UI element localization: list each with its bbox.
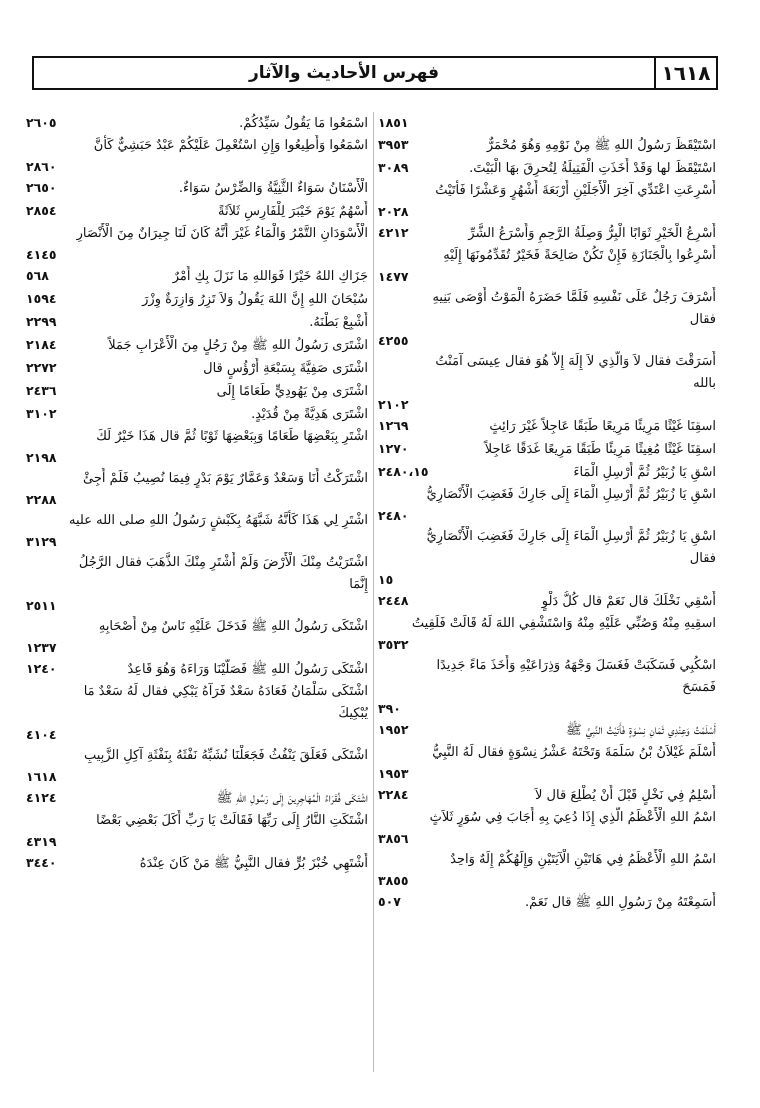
entry-reference-number: ٣٥٣٢	[378, 637, 409, 652]
right-column	[378, 112, 716, 1087]
entry-text: اشْتَرِ لِي هَذَا كَأَنَّهُ شَبَّهَهُ بِكَبْشٍ رَسُولُ اللهِ صلى الله عليه	[69, 513, 368, 528]
index-entry	[378, 613, 716, 655]
entry-text: أَسْرِعُ الْخَيْرِ ثَوَابًا الْبِرُّ وَصِلَةُ الرَّحِمِ وَأَسْرَعُ الشَّرِّ	[468, 226, 716, 241]
index-entry	[26, 852, 368, 875]
index-entry	[378, 245, 716, 287]
entry-reference-number: ٢٦٥٠	[26, 180, 57, 195]
index-entry	[26, 334, 368, 357]
entry-reference-number: ٣٤٤٠	[26, 855, 57, 870]
entry-text: اسْمَعُوا مَا يَقُولُ سَيِّدُكُمْ.	[239, 116, 368, 131]
entry-reference-number: ٣٨٥٦	[378, 831, 409, 846]
entry-reference-number: ٢١٩٨	[26, 450, 57, 465]
entry-text: اشْتَرَى هَدِيَّةً مِنْ قُدَيْدٍ.	[251, 407, 368, 422]
index-entry	[378, 180, 716, 222]
entry-reference-number: ٤٢٥٥	[378, 333, 409, 348]
entry-text: أَسْهُمٌ يَوْمَ خَيْبَرَ لِلْفَارِسِ ثَلاَثَةً	[217, 204, 368, 219]
entry-reference-number: ١٢٦٩	[378, 418, 409, 433]
index-entry	[378, 742, 716, 784]
index-entry	[378, 461, 716, 484]
index-entry	[26, 468, 368, 510]
index-entry	[378, 526, 716, 590]
entry-reference-number: ١٨٥١	[378, 115, 409, 130]
entry-reference-number: ١٤٧٧	[378, 269, 409, 284]
entry-reference-number: ٢٤٣٦	[26, 383, 57, 398]
entry-reference-number: ٤٣١٩	[26, 834, 57, 849]
index-entry	[26, 403, 368, 426]
entry-reference-number: ٥٦٨	[26, 268, 49, 283]
entry-reference-number: ٤٢١٢	[378, 225, 409, 240]
entry-text: اسْكُبِي فَسَكَبَتْ فَغَسَلَ وَجْهَهُ وَذِرَاعَيْهِ وَأَخَذَ مَاءً جَدِيدًا	[436, 658, 716, 673]
entry-reference-number: ٢٥١١	[26, 598, 57, 613]
entry-text: اشْتَرِ بِبَعْضِهَا طَعَامًا وَبِبَعْضِهَا ثَوْبًا ثُمَّ قال هَذَا خَيْرٌ لَكَ	[96, 429, 368, 444]
index-entry	[26, 658, 368, 681]
index-entry	[26, 745, 368, 787]
index-entry	[378, 784, 716, 807]
entry-reference-number: ٢٢٨٤	[378, 787, 409, 802]
entry-reference-number: ٤١٠٤	[26, 727, 57, 742]
entry-reference-number: ٣١٠٢	[26, 406, 57, 421]
entry-text: اشْتَكَى فَعَلَقَ يَنْفُثُ فَجَعَلْنَا نُشَبِّهُ نَفْثَهُ بِنَفْثَةِ آكِلِ الزَّبِيبِ	[84, 748, 368, 763]
entry-reference-number: ١٢٧٠	[378, 441, 409, 456]
entry-reference-number: ٣٩٠	[378, 701, 401, 716]
entry-reference-number: ٣٨٥٥	[378, 873, 409, 888]
entry-text: أَسْرَفَ رَجُلٌ عَلَى نَفْسِهِ فَلَمَّا حَضَرَهُ الْمَوْتُ أَوْصَى بَنِيهِ	[432, 290, 716, 305]
index-entry	[26, 223, 368, 265]
entry-text: الْأَسْوَدَانِ التَّمْرُ وَالْمَاءُ غَيْرَ أَنَّهُ كَانَ لَنَا جِيرَانٌ مِنَ الْأَنْصَارِ	[76, 226, 368, 241]
page-header	[32, 56, 718, 90]
entry-reference-number: ١٩٥٣	[378, 766, 409, 781]
entry-text: أَسْلَمَ غَيْلاَنُ بْنُ سَلَمَةَ وَتَحْتَهُ عَشْرُ نِسْوَةٍ فقال لَهُ النَّبِيُّ	[432, 745, 716, 760]
entry-reference-number: ١٥٩٤	[26, 291, 57, 306]
entry-text: أَسَرَقْتَ فقال لاَ وَالَّذِي لاَ إِلَهَ إِلاَّ هُوَ فقال عِيسَى آمَنْتُ	[435, 354, 716, 369]
entry-text: اشْتَرَيْتُ مِنْكَ الْأَرْضَ وَلَمْ أَشْتَرِ مِنْكَ الذَّهَبَ فقال الرَّجُلُ	[78, 555, 368, 570]
entry-reference-number: ٢٢٨٨	[26, 492, 57, 507]
index-entry	[26, 357, 368, 380]
entry-text: اشْتَرَكْتُ أَنَا وَسَعْدٌ وَعَمَّارٌ يَوْمَ بَدْرٍ فِيمَا نُصِيبُ فَلَمْ أَجِئْ	[83, 471, 368, 486]
entry-reference-number: ٢٠٢٨	[378, 204, 409, 219]
index-entry	[378, 484, 716, 526]
entry-reference-number: ٢٦٠٥	[26, 115, 57, 130]
entry-continuation: بالله	[693, 376, 716, 391]
entry-text: اسْمُ اللهِ الْأَعْظَمُ فِي هَاتَيْنِ الْآيَتَيْنِ وَإِلَهُكُمْ إِلَهٌ وَاحِدٌ	[450, 852, 716, 867]
entry-reference-number: ٥٠٧	[378, 894, 401, 909]
entry-continuation: فقال	[689, 312, 716, 327]
entry-text: اسْمَعُوا وَأَطِيعُوا وَإِنِ اسْتُعْمِلَ عَلَيْكُمْ عَبْدٌ حَبَشِيٌّ كَأَنَّ	[93, 138, 368, 153]
index-entry	[26, 787, 368, 810]
index-entry	[26, 681, 368, 745]
entry-reference-number: ٤١٤٥	[26, 247, 57, 262]
entry-text: اسْتَيْقَظَ رَسُولُ اللهِ ﷺ مِنْ نَوْمِهِ وَهُوَ مُحْمَرٌّ	[486, 138, 716, 153]
entry-text: أَسَمِعْتَهُ مِنْ رَسُولِ اللهِ ﷺ قال نَعَمْ.	[524, 895, 716, 910]
entry-text: جَزَاكِ اللهُ خَيْرًا فَوَاللهِ مَا نَزَلَ بِكِ أَمْرٌ	[172, 269, 368, 284]
left-column	[26, 112, 368, 1087]
index-entry	[26, 311, 368, 334]
entry-text: اشْتَكَتِ النَّارُ إِلَى رَبِّهَا فَقَالَتْ يَا رَبِّ أَكَلَ بَعْضِي بَعْضًا	[96, 813, 368, 828]
index-entry	[26, 510, 368, 552]
entry-text: أَسْرِعَتِ اعْتَدِّي آخِرَ الْأَجَلَيْنِ أَرْبَعَةَ أَشْهُرٍ وَعَشْرًا فَأَتَيْتُ	[435, 183, 716, 198]
entry-reference-number: ١٢٤٠	[26, 661, 57, 676]
index-entry	[26, 380, 368, 403]
entry-text: أَسْقِي نَخْلَكَ قال نَعَمْ قال كُلُّ دَلْوٍ	[541, 594, 716, 609]
index-entry	[26, 616, 368, 658]
entry-reference-number: ٤١٢٤	[26, 790, 57, 805]
entry-reference-number: ٢١٨٤	[26, 337, 57, 352]
entry-text: اشْتَكَى سَلْمَانُ فَعَادَهُ سَعْدٌ فَرَآهُ يَبْكِي فقال لَهُ سَعْدٌ مَا	[83, 684, 368, 699]
index-entry	[26, 177, 368, 200]
entry-continuation: إِنَّمَا	[349, 577, 368, 592]
column-divider	[373, 112, 374, 1072]
entry-reference-number: ٢٢٧٢	[26, 360, 57, 375]
entry-continuation: فقال	[689, 551, 716, 566]
index-entry	[378, 287, 716, 351]
entry-text: اسقِنَا غَيْثًا مَرِيئًا مَرِيعًا طَبَقًا عَاجِلاً غَيْرَ رَائِثٍ	[489, 419, 716, 434]
entry-text: اشْتَرَى رَسُولُ اللهِ ﷺ مِنْ رَجُلٍ مِنَ الْأَعْرَابِ جَمَلاً	[108, 338, 368, 353]
entry-reference-number: ٣٠٨٩	[378, 160, 409, 175]
index-entry	[26, 552, 368, 616]
entry-text: اسقِيهِ مِنْهُ وَصُبِّي عَلَيْهِ مِنْهُ وَاسْتَشْفِي اللهَ لَهُ قَالَتْ فَلَقِيتُ	[411, 616, 716, 631]
page-number: ١٦١٨	[654, 58, 716, 88]
index-entry	[378, 222, 716, 245]
index-entry	[378, 157, 716, 180]
entry-text: اسْتَيْقَظَ لها وَقَدْ أَخَذَتِ الْفَتِيلَةُ لِتُحرِقَ بهَا الْبَيْتَ.	[469, 161, 716, 176]
index-entry	[26, 112, 368, 135]
index-entry	[378, 134, 716, 157]
entry-text: أَسْرِعُوا بِالْجَنَازَةِ فَإِنْ تَكُنْ صَالِحَةً فَخَيْرٌ تُقَدِّمُونَهَا إِلَيْهِ	[443, 248, 716, 263]
index-entry	[378, 655, 716, 719]
entry-text: سُبْحَانَ اللهِ إِنَّ اللهَ يَقُولُ وَلاَ تَزِرُ وَازِرَةٌ وِزْرَ	[142, 292, 368, 307]
index-entry	[26, 810, 368, 852]
entry-reference-number: ٢٤٤٨	[378, 593, 409, 608]
index-entry	[26, 265, 368, 288]
entry-reference-number: ٢٤٨٠،١٥	[378, 464, 429, 479]
index-entry	[378, 807, 716, 849]
index-entry	[26, 135, 368, 177]
page-title: فهرس الأحاديث والآثار	[248, 63, 440, 83]
entry-text: اشْتَرَى صَفِيَّةَ بِسَبْعَةِ أَرْؤُسٍ قال	[203, 361, 368, 376]
entry-reference-number: ١٥	[378, 572, 394, 587]
entry-reference-number: ٢٢٩٩	[26, 314, 57, 329]
index-entry	[378, 415, 716, 438]
index-entry	[378, 438, 716, 461]
entry-text: الْأَسْنَانُ سَوَاءٌ الثَّنِيَّةُ وَالضِّرْسُ سَوَاءٌ.	[178, 181, 368, 196]
entry-continuation: فَمَسَحَ	[682, 680, 716, 695]
entry-reference-number: ٢٨٦٠	[26, 159, 57, 174]
entry-reference-number: ١٦١٨	[26, 769, 57, 784]
entry-text: أَسْلَمْتُ وَعِنْدِي ثَمَانِ نِسْوَةٍ فَأَتَيْتُ النَّبِيَّ ﷺ	[565, 723, 716, 738]
entry-reference-number: ٢١٠٢	[378, 397, 409, 412]
index-entry	[26, 200, 368, 223]
entry-reference-number: ٣٩٥٣	[378, 137, 409, 152]
index-entry	[378, 891, 716, 914]
index-entry	[26, 288, 368, 311]
entry-text: اسقِنَا غَيْثًا مُغِيثًا مَرِيئًا طَبَقًا مَرِيعًا غَدَقًا عَاجِلاً	[484, 442, 716, 457]
entry-text: اشْتَكَى رَسُولُ اللهِ ﷺ فَدَخَلَ عَلَيْهِ نَاسٌ مِنْ أَصْحَابِهِ	[98, 619, 368, 634]
entry-text: أَشْبِعْ بَطْنَهُ.	[309, 315, 368, 330]
entry-text: اسْقِ يَا زُبَيْرُ ثُمَّ أَرْسِلِ الْمَاءَ إِلَى جَارِكَ فَغَضِبَ الْأَنْصَارِيُّ	[426, 529, 716, 544]
entry-continuation: يُبْكِيكَ	[338, 706, 368, 721]
index-entry	[26, 426, 368, 468]
entry-text: أَسْلِمُ فِي نَخْلٍ قَبْلَ أَنْ يُطْلِعَ قال لاَ	[535, 788, 716, 803]
entry-reference-number: ٢٨٥٤	[26, 203, 57, 218]
entry-text: اشْتَكَى رَسُولُ اللهِ ﷺ فَصَلَّيْنَا وَرَاءَهُ وَهُوَ قَاعِدٌ	[127, 662, 368, 677]
index-entry	[378, 590, 716, 613]
entry-text: اشْتَكَى فُقَرَاءُ الْمُهَاجِرِينَ إِلَى رَسُولِ اللهِ ﷺ	[216, 791, 368, 806]
index-entry	[378, 112, 716, 134]
entry-text: اشْتَرَى مِنْ يَهُودِيٍّ طَعَامًا إِلَى	[216, 384, 368, 399]
index-entry	[378, 849, 716, 891]
entry-text: أَشْتَهِي خُبْزَ بُرٍّ فقال النَّبِيُّ ﷺ مَنْ كَانَ عِنْدَهُ	[139, 856, 368, 871]
index-entry	[378, 719, 716, 742]
entry-reference-number: ٣١٢٩	[26, 534, 57, 549]
entry-reference-number: ٢٤٨٠	[378, 508, 409, 523]
entry-text: اسْقِ يَا زُبَيْرُ ثُمَّ أَرْسِلِ الْمَاءَ إِلَى جَارِكَ فَغَضِبَ الْأَنْصَارِيُّ	[426, 487, 716, 502]
entry-reference-number: ١٩٥٢	[378, 722, 409, 737]
entry-text: اسْقِ يَا زُبَيْرُ ثُمَّ أَرْسِلِ الْمَاءَ	[573, 465, 716, 480]
entry-text: اسْمُ اللهِ الْأَعْظَمُ الَّذِي إِذَا دُعِيَ بِهِ أَجَابَ فِي سُوَرٍ ثَلاَثٍ	[429, 810, 716, 825]
index-entry	[378, 351, 716, 415]
entry-reference-number: ١٢٣٧	[26, 640, 57, 655]
